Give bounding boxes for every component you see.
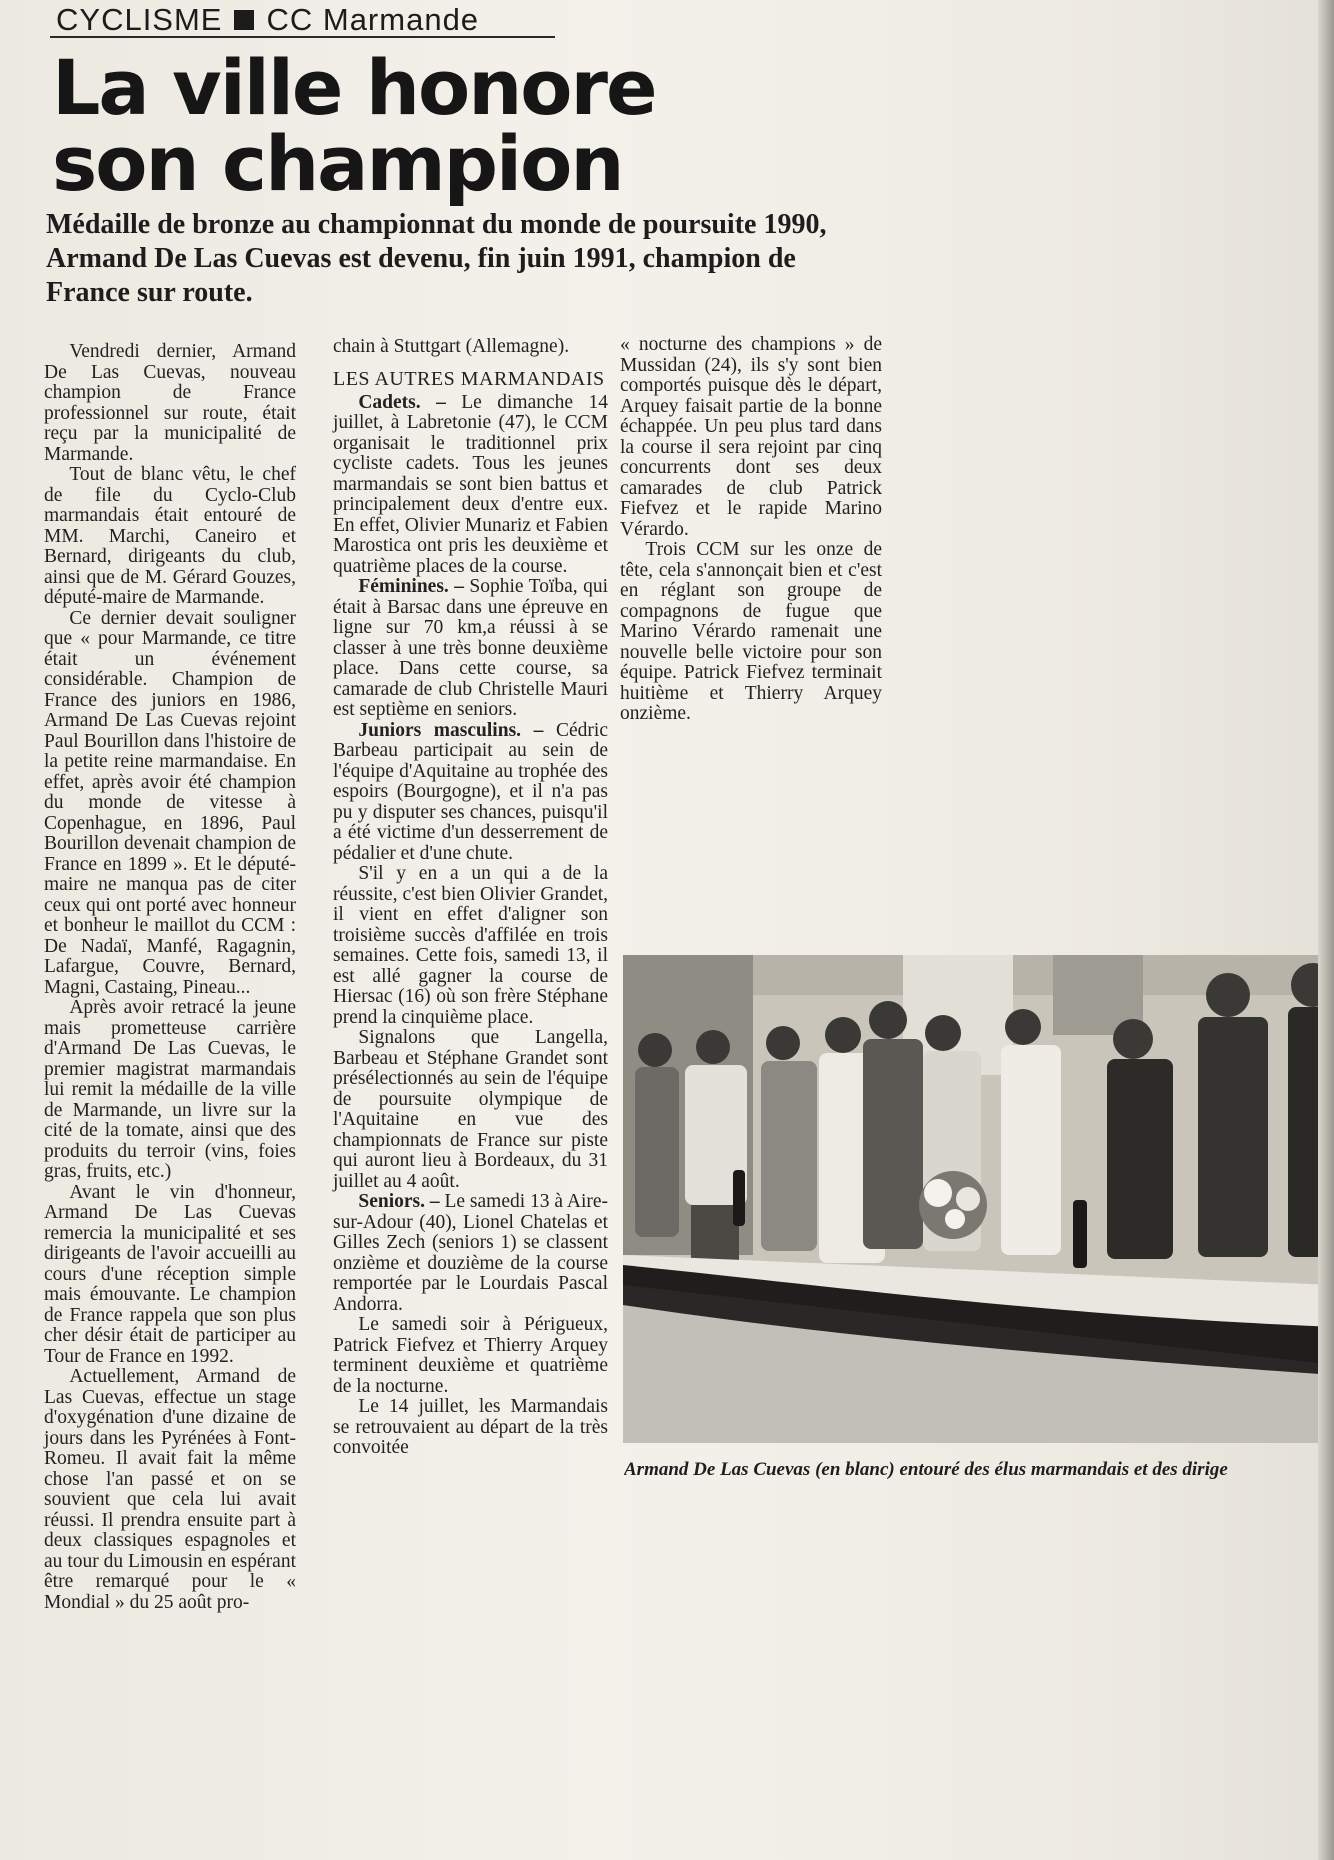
paragraph-cadets — [333, 393, 608, 578]
article-column-3 — [620, 335, 882, 725]
paragraph-seniors — [333, 1192, 608, 1315]
headline — [52, 43, 752, 208]
category-label: Seniors. – — [358, 1191, 440, 1212]
headline-line-2: son champion — [52, 119, 623, 208]
paragraph: Vendredi dernier, Armand De Las Cuevas, nouveau champion de France professionnel sur route, était reçu par la municipalité de Marmande. — [44, 341, 296, 465]
photo-illustration — [623, 955, 1334, 1443]
square-bullet-icon — [234, 10, 254, 30]
page-edge-shadow — [1318, 0, 1334, 1860]
paragraph: Actuellement, Armand de Las Cuevas, effectue un stage d'oxygénation d'une dizaine de jours dans les Pyrénées à Font-Romeu. Il avait fait la même chose l'an passé et on se souvient que cela lui avait réussi. Il prendra ensuite part à deux classiques espagnoles et au tour du Limousin en espérant être remarqué pour le « Mondial » du 25 août pro- — [44, 1366, 296, 1613]
subheading: LES AUTRES MARMANDAIS — [333, 367, 605, 390]
paragraph-feminines — [333, 577, 608, 721]
category-label: Juniors masculins. – — [358, 719, 544, 741]
paragraph: Le 14 juillet, les Marmandais se retrouvaient au départ de la très convoitée — [333, 1396, 608, 1458]
paragraph-text: Le dimanche 14 juillet, à Labretonie (47), le CCM organisait le traditionnel prix cycliste cadets. Tous les jeunes marmandais se sont bien battus et principalement deux d'entre eux. En effet, Olivier Munariz et Fabien Marostica ont pris les deuxième et quatrième places de la course. — [333, 391, 608, 577]
paragraph-text: Cédric Barbeau participait au sein de l'équipe d'Aquitaine au trophée des espoirs (Bourgogne), et il n'a pas pu y disputer ses chances, puisqu'il a été victime d'un desserrement de pédalier et d'une chute. — [333, 719, 608, 864]
paragraph: Avant le vin d'honneur, Armand De Las Cuevas remercia la municipalité et ses dirigeants de l'avoir accueilli au cours d'une réception simple mais émouvante. Le champion de France rappela que son plus cher désir était de participer au Tour de France en 1992. — [44, 1181, 296, 1367]
paragraph: S'il y en a un qui a de la réussite, c'est bien Olivier Grandet, il vient en effet d'aligner son troisième succès d'affilée en trois semaines. Cette fois, samedi 13, il est allé gagner la course de Hiersac (16) où son frère Stéphane prend la cinquième place. — [333, 863, 608, 1028]
paragraph: chain à Stuttgart (Allemagne). — [333, 336, 570, 357]
section-header — [56, 0, 596, 40]
category-label: Cadets. – — [358, 391, 446, 413]
news-photo — [623, 955, 1334, 1443]
paragraph: Signalons que Langella, Barbeau et Stéphane Grandet sont présélectionnés au sein de l'équipe de poursuite olympique de l'Aquitaine en vue des championnats de France sur piste qui auront lieu à Bordeaux, du 31 juillet au 4 août. — [333, 1027, 608, 1192]
section-label: CYCLISME — [56, 2, 223, 37]
paragraph: Ce dernier devait souligner que « pour Marmande, ce titre était un événement considérable. Champion de France des juniors en 1986, Armand De Las Cuevas rejoint Paul Bourillon dans l'histoire de la petite reine marmandaise. En effet, après avoir été champion du monde de vitesse à Copenhague, en 1896, Paul Bourillon devenait champion de France en 1899 ». Et le député-maire ne manqua pas de citer ceux qui ont porté avec honneur et bonheur le maillot du CCM : De Nadaï, Manfé, Ragagnin, Lafargue, Couvre, Bernard, Magni, Castaing, Pineau... — [44, 607, 296, 998]
paragraph: Le samedi soir à Périgueux, Patrick Fiefvez et Thierry Arquey terminent deuxième et quatrième de la nocturne. — [333, 1314, 608, 1397]
photo-caption: Armand De Las Cuevas (en blanc) entouré des élus marmandais et des dirige — [624, 1459, 1228, 1480]
paragraph-juniors — [333, 721, 608, 865]
article-column-2 — [333, 337, 608, 1459]
club-label: CC Marmande — [266, 2, 480, 37]
headline-line-1: La ville honore — [52, 43, 656, 132]
deck-subtitle: Médaille de bronze au championnat du monde de poursuite 1990, Armand De Las Cuevas est devenu, fin juin 1991, champion de France sur route. — [46, 209, 827, 308]
paragraph-text: Sophie Toïba, qui était à Barsac dans une épreuve en ligne sur 70 km,a réussi à se classer à une très bonne deuxième place. Dans cette course, sa camarade de club Christelle Mauri est septième en seniors. — [333, 576, 608, 720]
article-column-1 — [44, 342, 296, 1613]
paragraph: Trois CCM sur les onze de tête, cela s'annonçait bien et c'est en réglant son groupe de compagnons de fugue que Marino Vérardo ramenait une nouvelle belle victoire pour son équipe. Patrick Fiefvez terminait huitième et Thierry Arquey onzième. — [620, 539, 882, 724]
paragraph: Après avoir retracé la jeune mais prometteuse carrière d'Armand De Las Cuevas, le premier magistrat marmandais lui remit la médaille de la ville de Marmande, un livre sur la cité de la tomate, ainsi que des produits du terroir (vins, foies gras, fruits, etc.) — [44, 997, 296, 1182]
paragraph: « nocturne des champions » de Mussidan (24), ils s'y sont bien comportés puisque dès le départ, Arquey faisait partie de la bonne échappée. Un peu plus tard dans la course il sera rejoint par cinq concurrents dont ses deux camarades de club Patrick Fiefvez et le rapide Marino Vérardo. — [620, 334, 882, 540]
paragraph-text: Le samedi 13 à Aire-sur-Adour (40), Lionel Chatelas et Gilles Zech (seniors 1) se classent onzième et douzième de la course remportée par le Lourdais Pascal Andorra. — [333, 1191, 609, 1315]
header-rule — [50, 36, 555, 38]
paragraph: Tout de blanc vêtu, le chef de file du Cyclo-Club marmandais était entouré de MM. Marchi, Caneiro et Bernard, dirigeants du club, ainsi que de M. Gérard Gouzes, député-maire de Marmande. — [44, 464, 296, 608]
category-label: Féminines. – — [358, 576, 464, 597]
